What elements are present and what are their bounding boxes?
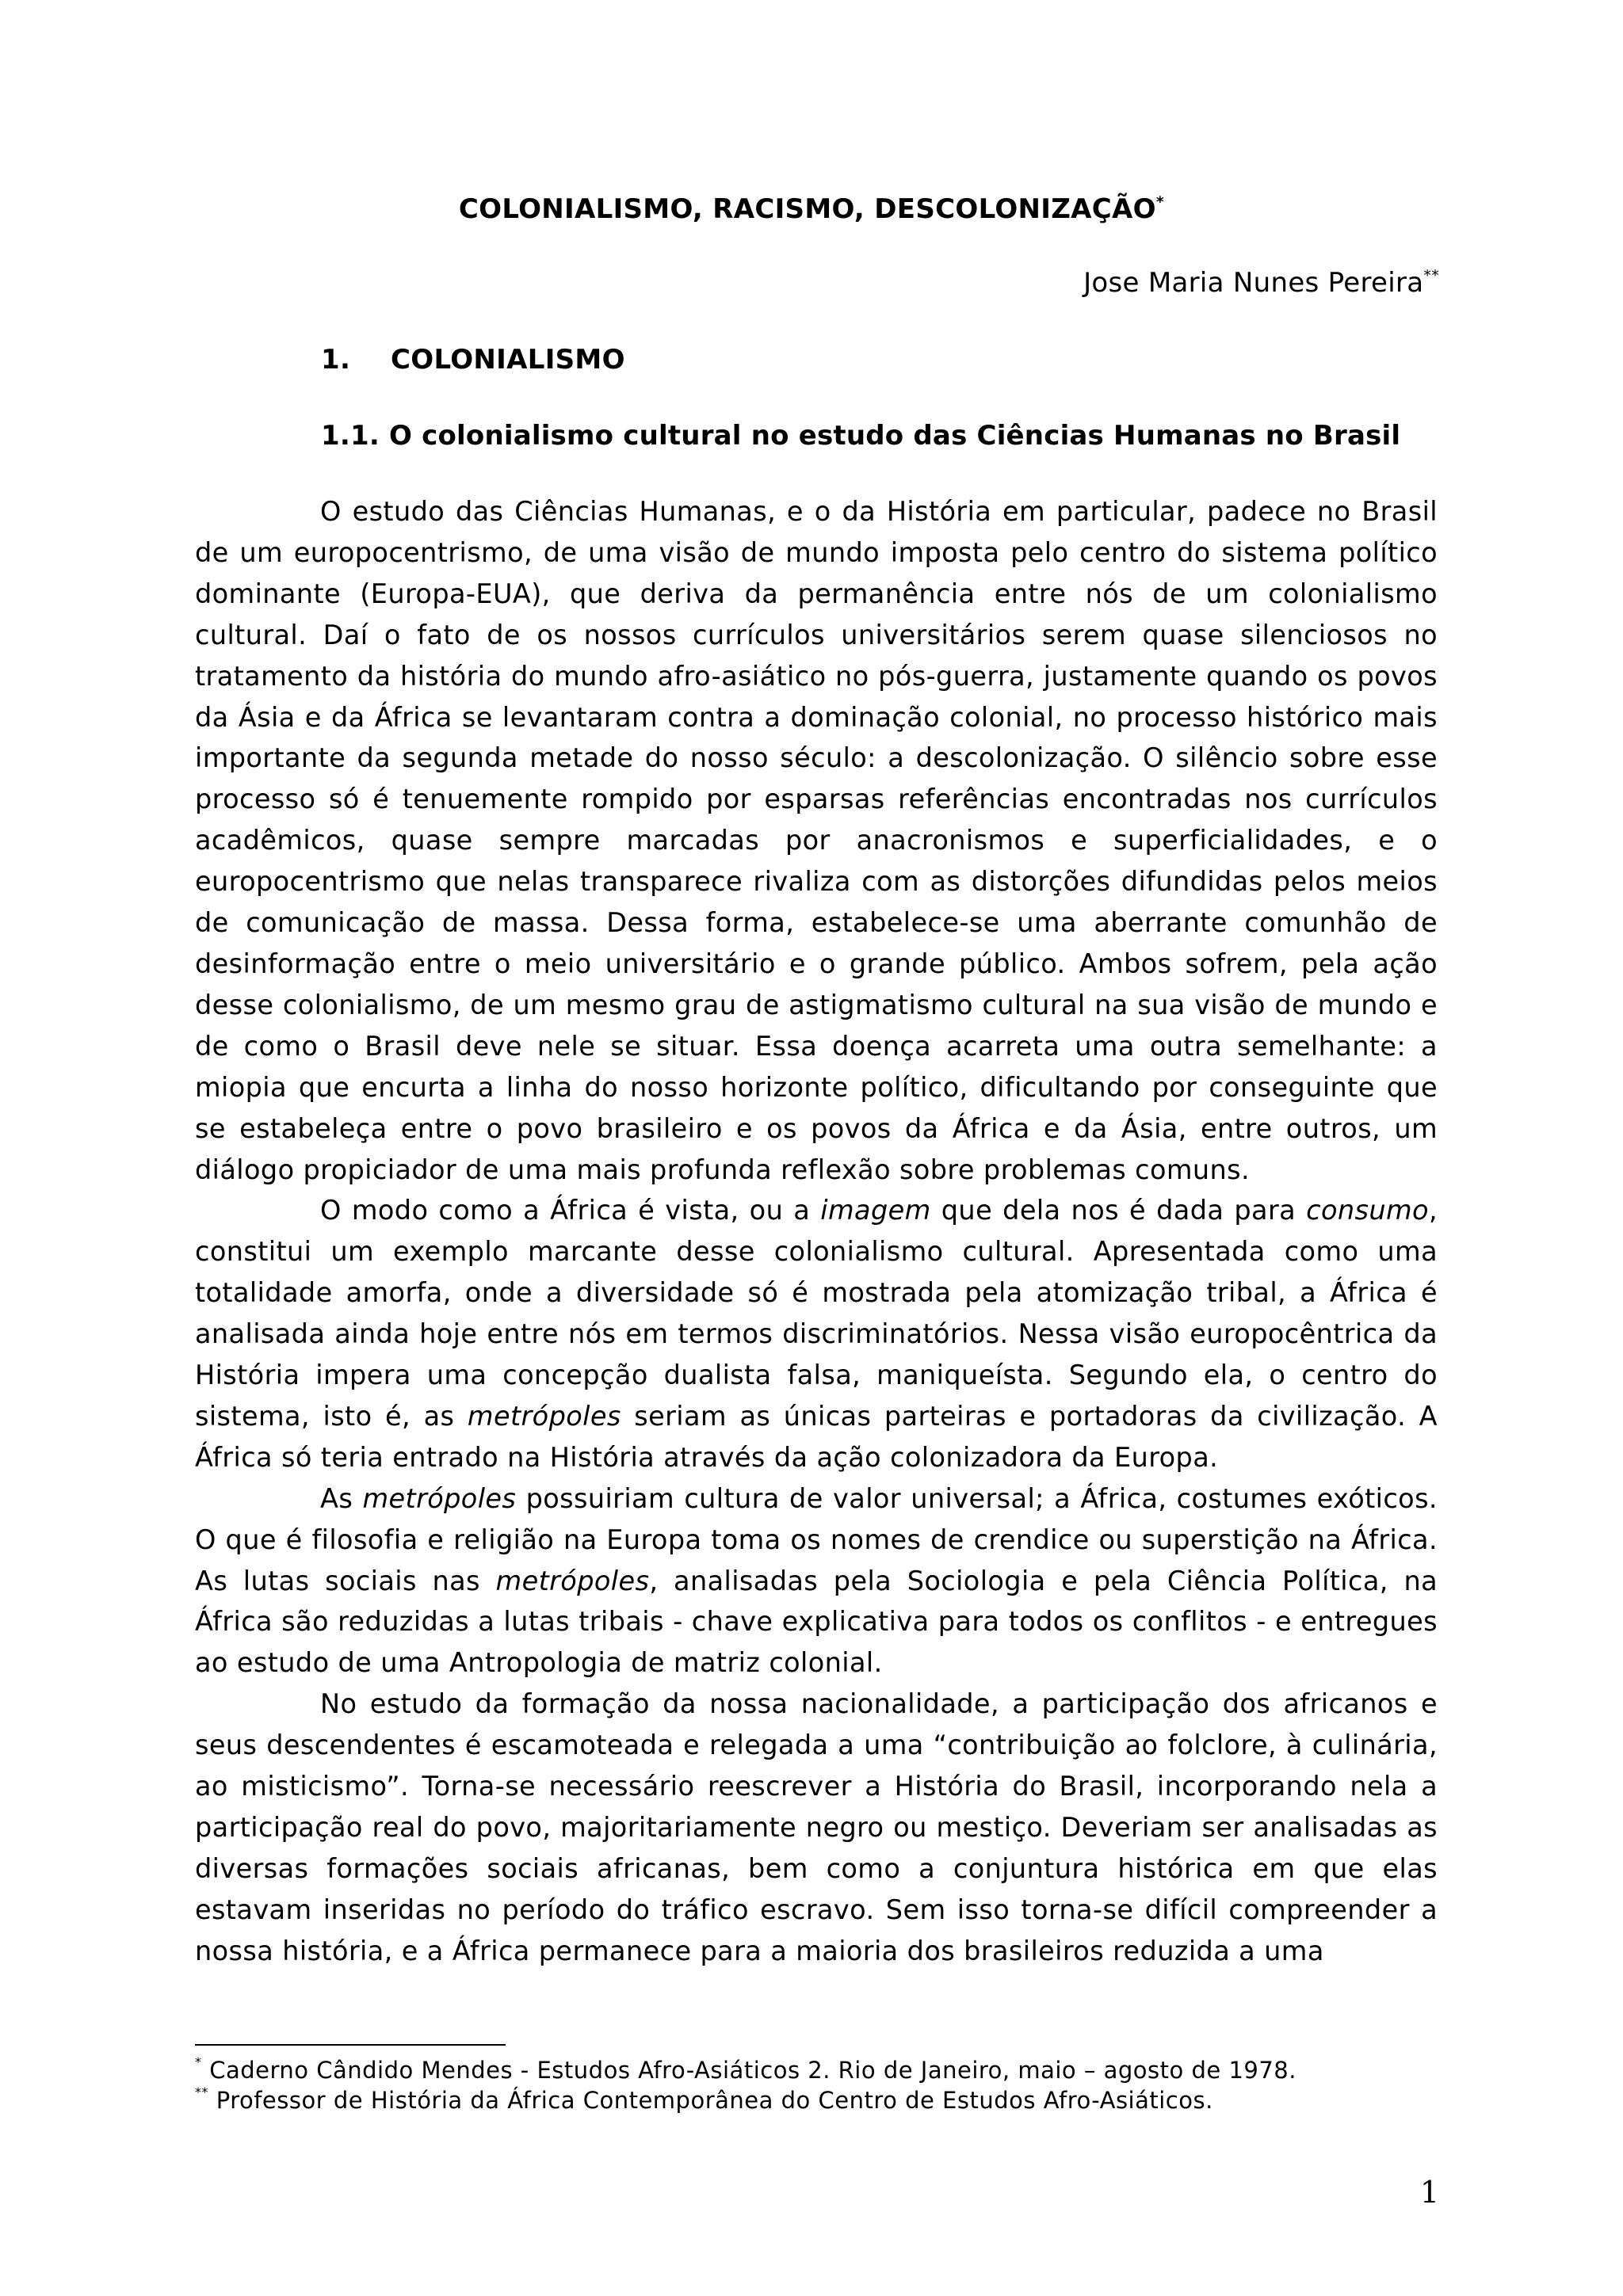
paragraph-text: que dela nos é dada para [930, 1195, 1307, 1226]
paragraph-text: No estudo da formação da nossa nacionalidade, a participação dos africanos e seus descendentes é escamoteada e relegada a uma “contribuição ao folclore, à culinária, ao misticismo”. Torna-se necessário reescrever a História do Brasil, incorporando nela a participação real do povo, majoritariamente negro ou mestiço. Deveriam ser analisadas as diversas formações sociais africanas, bem como a conjuntura histórica em que elas estavam inseridas no período do tráfico escravo. Sem isso torna-se difícil compreender a nossa história, e a África permanece para a maioria dos brasileiros reduzida a uma [195, 1688, 1438, 1966]
paragraph-text: , constitui um exemplo marcante desse colonialismo cultural. Apresentada como uma totalidade amorfa, onde a diversidade só é mostrada pela atomização tribal, a África é analisada ainda hoje entre nós em termos discriminatórios. Nessa visão europocêntrica da História impera uma concepção dualista falsa, maniqueísta. Segundo ela, o centro do sistema, isto é, as [195, 1195, 1438, 1432]
paragraph-text: seriam as únicas parteiras e portadoras da civilização. A África só teria entrado na História através da ação colonizadora da Europa. [195, 1400, 1438, 1473]
section-number: 1. [321, 344, 351, 376]
section-heading [321, 342, 625, 377]
document-title [0, 192, 1623, 227]
paragraph-text: As [320, 1482, 363, 1514]
footnote-text: Professor de História da África Contemporânea do Centro de Estudos Afro-Asiáticos. [208, 2087, 1213, 2114]
footnote [195, 2085, 1438, 2115]
italic-text: metrópoles [495, 1565, 650, 1596]
paragraph [195, 1478, 1438, 1684]
footnote-marker: ** [195, 2084, 208, 2100]
footnote-marker: * [195, 2054, 202, 2070]
body-text [195, 491, 1438, 1972]
paragraph-text: possuiriam cultura de valor universal; a África, costumes exóticos. O que é filosofia e religião na Europa toma os nomes de crendice ou superstição na África. As lutas sociais nas [195, 1482, 1438, 1596]
author-name [1083, 265, 1439, 300]
page-number: 1 [1419, 2175, 1439, 2210]
paragraph [195, 1190, 1438, 1478]
section-title: COLONIALISMO [391, 344, 625, 376]
footnote-text: Caderno Cândido Mendes - Estudos Afro-Asiáticos 2. Rio de Janeiro, maio – agosto de 1978. [201, 2057, 1296, 2084]
footnote [195, 2055, 1438, 2085]
italic-text: imagem [820, 1195, 931, 1226]
paragraph-text: , analisadas pela Sociologia e pela Ciência Política, na África são reduzidas a lutas tribais - chave explicativa para todos os conflitos - e entregues ao estudo de uma Antropologia de matriz colonial. [195, 1565, 1438, 1679]
footnotes [195, 2055, 1438, 2115]
author-footnote-marker[interactable]: ** [1423, 266, 1439, 284]
footnote-separator [195, 2044, 506, 2046]
paragraph-text: O estudo das Ciências Humanas, e o da História em particular, padece no Brasil de um europocentrismo, de uma visão de mundo imposta pelo centro do sistema político dominante (Europa-EUA), que deriva da permanência entre nós de um colonialismo cultural. Daí o fato de os nossos currículos universitários serem quase silenciosos no tratamento da história do mundo afro-asiático no pós-guerra, justamente quando os povos da Ásia e da África se levantaram contra a dominação colonial, no processo histórico mais importante da segunda metade do nosso século: a descolonização. O silêncio sobre esse processo só é tenuemente rompido por esparsas referências encontradas nos currículos acadêmicos, quase sempre marcadas por anacronismos e superficialidades, e o europocentrismo que nelas transparece rivaliza com as distorções difundidas pelos meios de comunicação de massa. Dessa forma, estabelece-se uma aberrante comunhão de desinformação entre o meio universitário e o grande público. Ambos sofrem, pela ação desse colonialismo, de um mesmo grau de astigmatismo cultural na sua visão de mundo e de como o Brasil deve nele se situar. Essa doença acarreta uma outra semelhante: a miopia que encurta a linha do nosso horizonte político, dificultando por conseguinte que se estabeleça entre o povo brasileiro e os povos da África e da Ásia, entre outros, um diálogo propiciador de uma mais profunda reflexão sobre problemas comuns. [195, 496, 1438, 1185]
paragraph-text: O modo como a África é vista, ou a [320, 1195, 821, 1226]
author-name-text: Jose Maria Nunes Pereira [1083, 267, 1424, 299]
paragraph [195, 1684, 1438, 1971]
title-footnote-marker[interactable]: * [1155, 193, 1165, 211]
italic-text: metrópoles [467, 1400, 621, 1432]
subsection-heading: 1.1. O colonialismo cultural no estudo das Ciências Humanas no Brasil [321, 420, 1401, 452]
italic-text: consumo [1306, 1195, 1429, 1226]
italic-text: metrópoles [362, 1482, 517, 1514]
paragraph [195, 491, 1438, 1190]
document-title-text: COLONIALISMO, RACISMO, DESCOLONIZAÇÃO [458, 193, 1156, 225]
